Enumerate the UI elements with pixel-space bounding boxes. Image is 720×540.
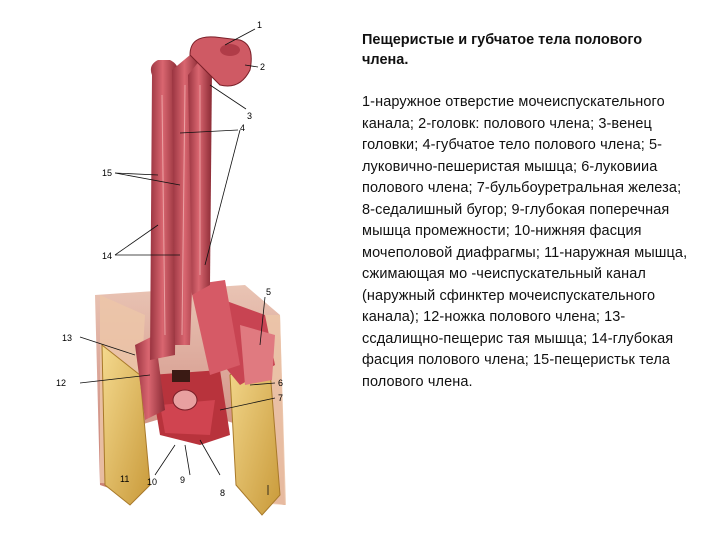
callout-14: 14 bbox=[102, 251, 113, 261]
callout-10: 10 bbox=[147, 477, 158, 487]
text-panel bbox=[362, 30, 692, 393]
callout-15: 15 bbox=[102, 168, 113, 178]
callout-9: 9 bbox=[180, 475, 186, 485]
callout-6: 6 bbox=[278, 378, 284, 388]
callout-2: 2 bbox=[260, 62, 266, 72]
callout-13: 13 bbox=[62, 333, 73, 343]
callout-1: 1 bbox=[257, 20, 263, 30]
callout-11: 11 bbox=[120, 474, 130, 484]
callout-5: 5 bbox=[266, 287, 272, 297]
anatomical-illustration bbox=[40, 15, 340, 525]
slide-title: Пещеристые и губчатое тела полового члена. bbox=[362, 32, 643, 68]
callout-8: 8 bbox=[220, 488, 226, 498]
callout-4: 4 bbox=[240, 123, 246, 133]
callout-3: 3 bbox=[247, 111, 253, 121]
figure-legend: 1-наружное отверстие мочеиспускательного канала; 2-головк: полового члена; 3-венец головки; 4-губчатое тело полового члена; 5-луковично-пешеристая мышца; 6-луковииа полового члена; 7-бульбоуретральная железа; 8-седалишный бугор; 9-глубокая поперечная мышца промежности; 10-нижняя фасция мочеполовой диафрагмы; 11-наружная мышца, сжимающая мо -чеиспускательный канал (наружный сфинктер мочеиспускательного канала); 12-ножка полового члена; 13-ссдалищно-пещерис тая мышца; 14-глубокая фасция полового члена; 15-пещеристьк тела полового члена. bbox=[362, 94, 688, 390]
callout-7: 7 bbox=[278, 393, 284, 403]
callout-12: 12 bbox=[56, 378, 67, 388]
